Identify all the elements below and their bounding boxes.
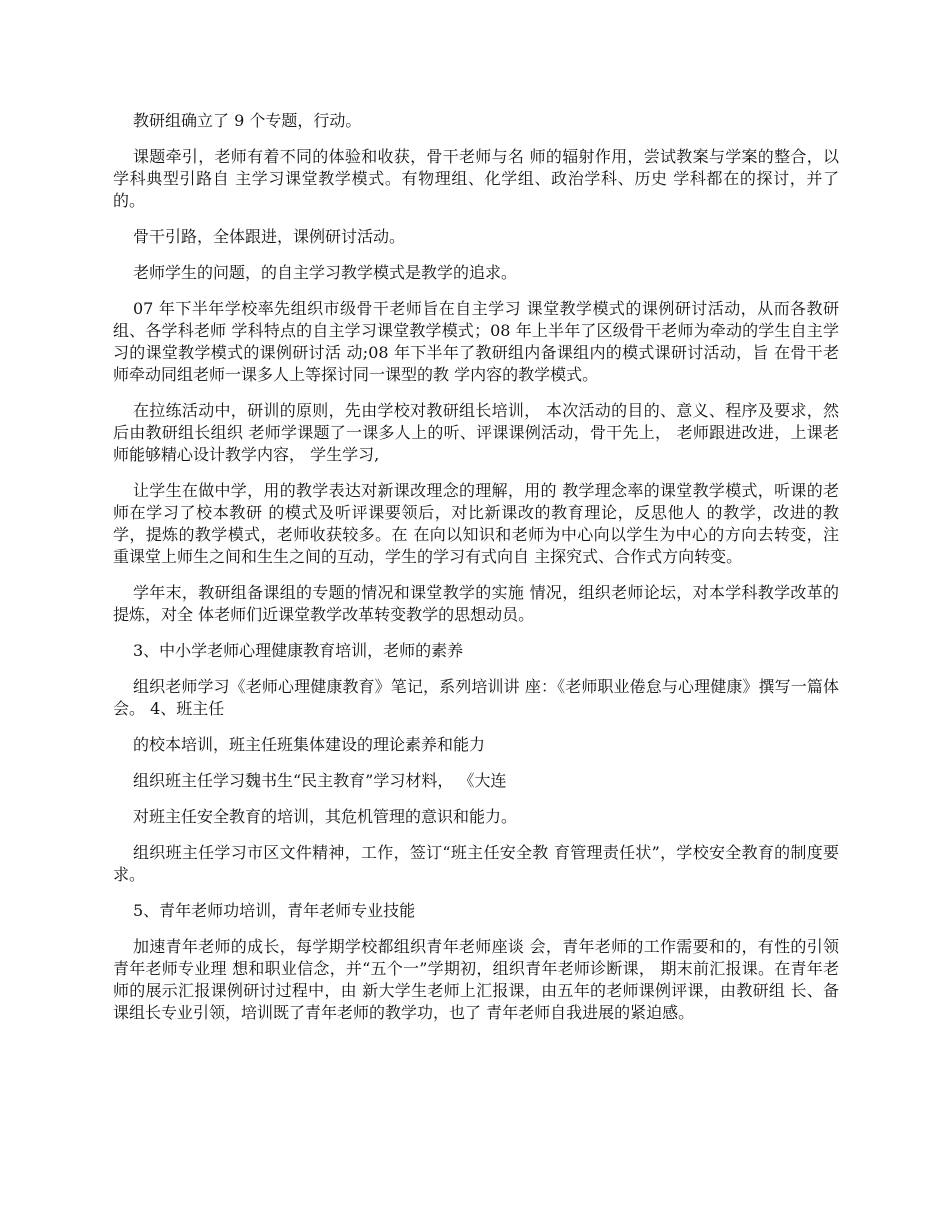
paragraph-14: 组织班主任学习市区文件精神，工作，签订“班主任安全教 育管理责任状”，学校安全教育的制度要求。: [113, 843, 839, 884]
paragraph-5: 07 年下半年学校率先组织市级骨干老师旨在自主学习 课堂教学模式的课例研讨活动，从而各教研组、各学科老师 学科特点的自主学习课堂教学模式；08 年上半年了区级骨干老师为牵动的学生自主学习的课堂教学模式的课例研讨活 动;08 年下半年了教研组内备课组内的模式课研讨活动，旨 在骨干老师牵动同组老师一课多人上等探讨同一课型的教 学内容的教学模式。: [113, 299, 839, 384]
section-heading-5: 5、青年老师功培训，青年老师专业技能: [133, 901, 416, 920]
paragraph-1: 教研组确立了 9 个专题，行动。: [133, 111, 362, 130]
paragraph-7: 让学生在做中学，用的教学表达对新课改理念的理解，用的 教学理念率的课堂教学模式，听课的老师在学习了校本教研 的模式及听评课要领后，对比新课改的教育理论，反思他人 的教学，改进的教学，提炼的教学模式，老师收获较多。在 在向以知识和老师为中心向以学生为中心的方向去转变，注 重课堂上师生之间和生生之间的互动，学生的学习有式向自 主探究式、合作式方向转变。: [113, 481, 839, 566]
paragraph-8: 学年末，教研组备课组的专题的情况和课堂教学的实施 情况，组织老师论坛，对本学科教学改革的提炼，对全 体老师们近课堂教学改革转变教学的思想动员。: [113, 583, 839, 624]
paragraph-11: 的校本培训，班主任班集体建设的理论素养和能力: [133, 735, 486, 754]
paragraph-10: 组织老师学习《老师心理健康教育》笔记，系列培训讲 座：《老师职业倦怠与心理健康》撰写一篇体会。 4、班主任: [113, 677, 839, 718]
paragraph-13: 对班主任安全教育的培训，其危机管理的意识和能力。: [133, 807, 518, 826]
paragraph-2: 课题牵引，老师有着不同的体验和收获，骨干老师与名 师的辐射作用，尝试教案与学案的整合，以学科典型引路自 主学习课堂教学模式。有物理组、化学组、政治学科、历史 学科都在的探讨，并了的。: [113, 147, 839, 210]
paragraph-6: 在拉练活动中，研训的原则，先由学校对教研组长培训， 本次活动的目的、意义、程序及要求，然后由教研组长组织 老师学课题了一课多人上的听、评课课例活动，骨干先上， 老师跟进改进，上课老师能够精心设计教学内容， 学生学习,: [113, 401, 839, 464]
section-heading-3: 3、中小学老师心理健康教育培训，老师的素养: [133, 641, 464, 660]
paragraph-12: 组织班主任学习魏书生“民主教育”学习材料， 《大连: [133, 771, 507, 790]
document-page: [113, 110, 839, 1038]
paragraph-3: 骨干引路，全体跟进，课例研讨活动。: [133, 227, 406, 246]
paragraph-16: 加速青年老师的成长，每学期学校都组织青年老师座谈 会，青年老师的工作需要和的，有性的引领青年老师专业理 想和职业信念，并“五个一”学期初，组织青年老师诊断课， 期末前汇报课。在青年老师的展示汇报课例研讨过程中，由 新大学生老师上汇报课，由五年的老师课例评课，由教研组 长、备课组长专业引领，培训既了青年老师的教学功，也了 青年老师自我进展的紧迫感。: [113, 937, 839, 1022]
paragraph-4: 老师学生的问题，的自主学习教学模式是教学的追求。: [133, 263, 518, 282]
